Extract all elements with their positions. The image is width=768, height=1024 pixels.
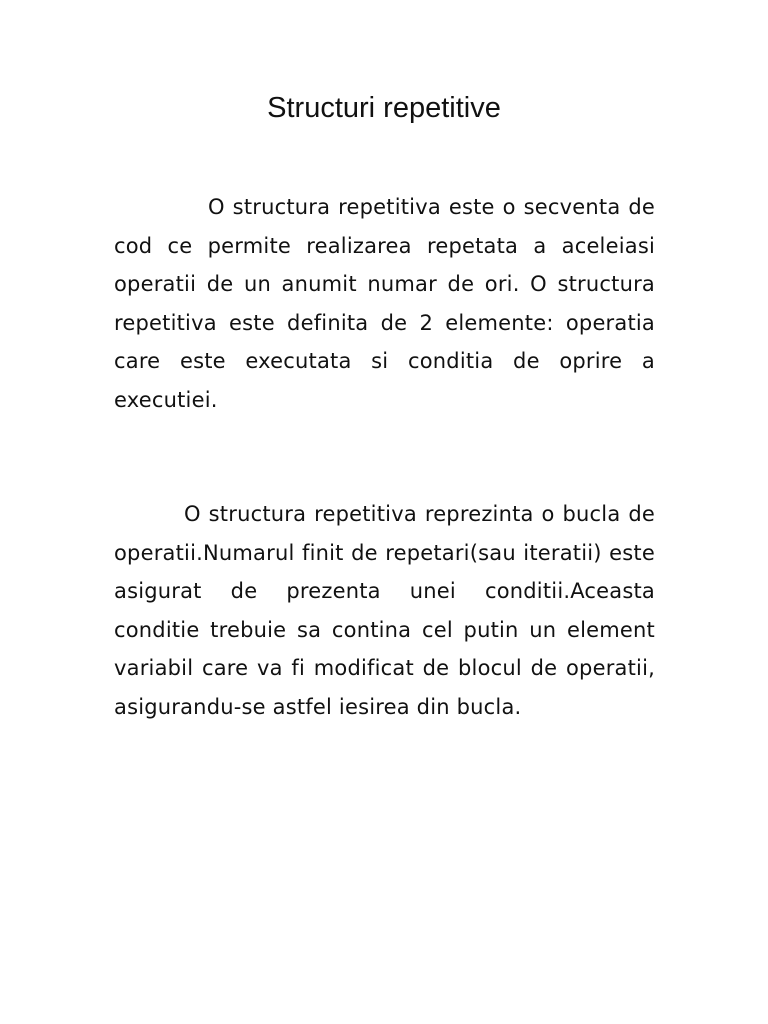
paragraph-2: O structura repetitiva reprezinta o bucla de operatii.Numarul finit de repetari(sau iteratii) este asigurat de prezenta unei conditii.Aceasta conditie trebuie sa contina cel putin un element variabil care va fi modificat de blocul de operatii, asigurandu-se astfel iesirea din bucla.	[114, 502, 655, 719]
page-title: Structuri repetitive	[267, 92, 501, 124]
paragraph-1: O structura repetitiva este o secventa de cod ce permite realizarea repetata a aceleiasi operatii de un anumit numar de ori. O structura repetitiva este definita de 2 elemente: operatia care este executata si conditia de oprire a executiei.	[114, 195, 655, 412]
